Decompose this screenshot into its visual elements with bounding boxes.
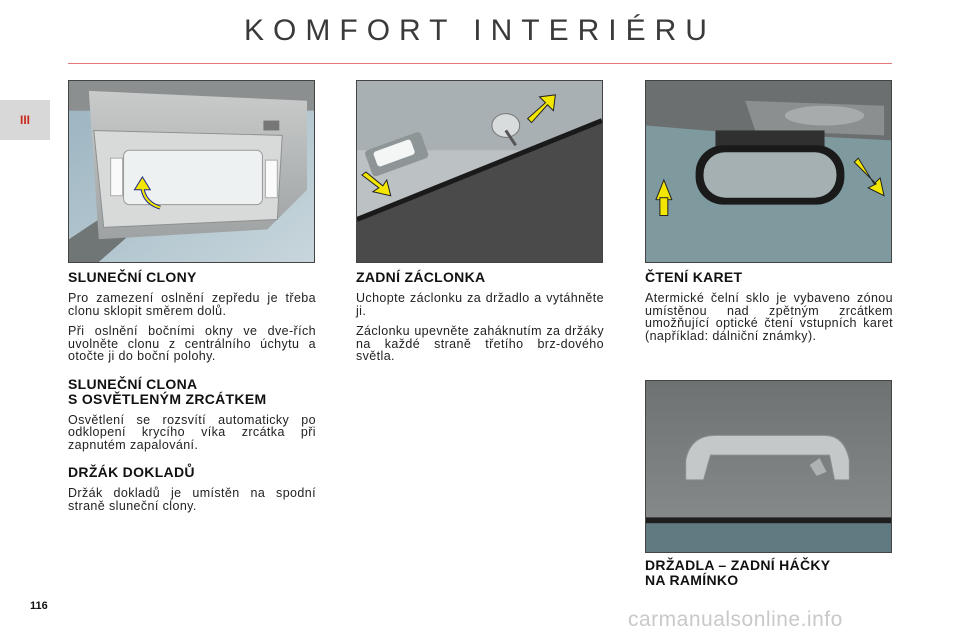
grab-handle-photo bbox=[645, 380, 892, 553]
sun-visors-paragraph-1: Pro zamezení oslnění zepředu je třeba clonu sklopit směrem dolů. bbox=[68, 291, 316, 318]
page-number: 116 bbox=[30, 600, 48, 612]
sun-visors-paragraph-2: Při oslnění bočními okny ve dve-řích uvolněte clonu z centrálního úchytu a otočte ji do boční polohy. bbox=[68, 324, 316, 363]
grab-handles-heading-line-1: DRŽADLA – ZADNÍ HÁČKY bbox=[645, 557, 831, 573]
page-title: KOMFORT INTERIÉRU bbox=[244, 14, 716, 47]
document-holder-heading: DRŽÁK DOKLADŮ bbox=[68, 464, 195, 480]
section-visor-mirror bbox=[68, 377, 316, 452]
watermark: carmanualsonline.info bbox=[628, 608, 843, 631]
chapter-tab-label: III bbox=[19, 113, 30, 127]
section-rear-blind bbox=[356, 270, 604, 363]
section-grab-handles bbox=[645, 558, 893, 595]
rear-blind-paragraph-1: Uchopte záclonku za držadlo a vytáhněte ji. bbox=[356, 291, 604, 318]
grab-handles-heading bbox=[645, 558, 893, 588]
grab-handles-heading-line-2: NA RAMÍNKO bbox=[645, 572, 739, 588]
document-holder-paragraph-1: Držák dokladů je umístěn na spodní straně sluneční clony. bbox=[68, 486, 316, 513]
column-right bbox=[645, 270, 893, 356]
rear-blind-photo bbox=[356, 80, 603, 263]
card-reading-heading: ČTENÍ KARET bbox=[645, 269, 743, 285]
visor-mirror-heading-line-1: SLUNEČNÍ CLONA bbox=[68, 375, 198, 392]
visor-mirror-paragraph-1: Osvětlení se rozsvítí automaticky po odklopení krycího víka zrcátka při zapnutém zapalování. bbox=[68, 412, 316, 452]
card-reading-photo bbox=[645, 80, 892, 263]
section-sun-visors bbox=[68, 270, 316, 363]
visor-mirror-heading-line-2: S OSVĚTLENÝM ZRCÁTKEM bbox=[68, 390, 267, 407]
rear-blind-heading: ZADNÍ ZÁCLONKA bbox=[356, 269, 486, 285]
section-document-holder bbox=[68, 465, 316, 512]
rear-blind-paragraph-2: Záclonku upevněte zaháknutím za držáky na každé straně třetího brz-dového světla. bbox=[356, 324, 604, 363]
visor-mirror-heading bbox=[68, 377, 316, 407]
column-left bbox=[68, 270, 316, 526]
chapter-tab[interactable] bbox=[0, 100, 50, 140]
section-card-reading bbox=[645, 270, 893, 342]
title-divider bbox=[68, 63, 892, 64]
sun-visor-photo bbox=[68, 80, 315, 263]
column-middle bbox=[356, 270, 604, 377]
sun-visors-heading: SLUNEČNÍ CLONY bbox=[68, 269, 197, 285]
card-reading-paragraph-1: Atermické čelní sklo je vybaveno zónou umístěnou nad zpětným zrcátkem umožňující optické čtení vstupních karet (například: dálniční známky). bbox=[645, 291, 893, 343]
